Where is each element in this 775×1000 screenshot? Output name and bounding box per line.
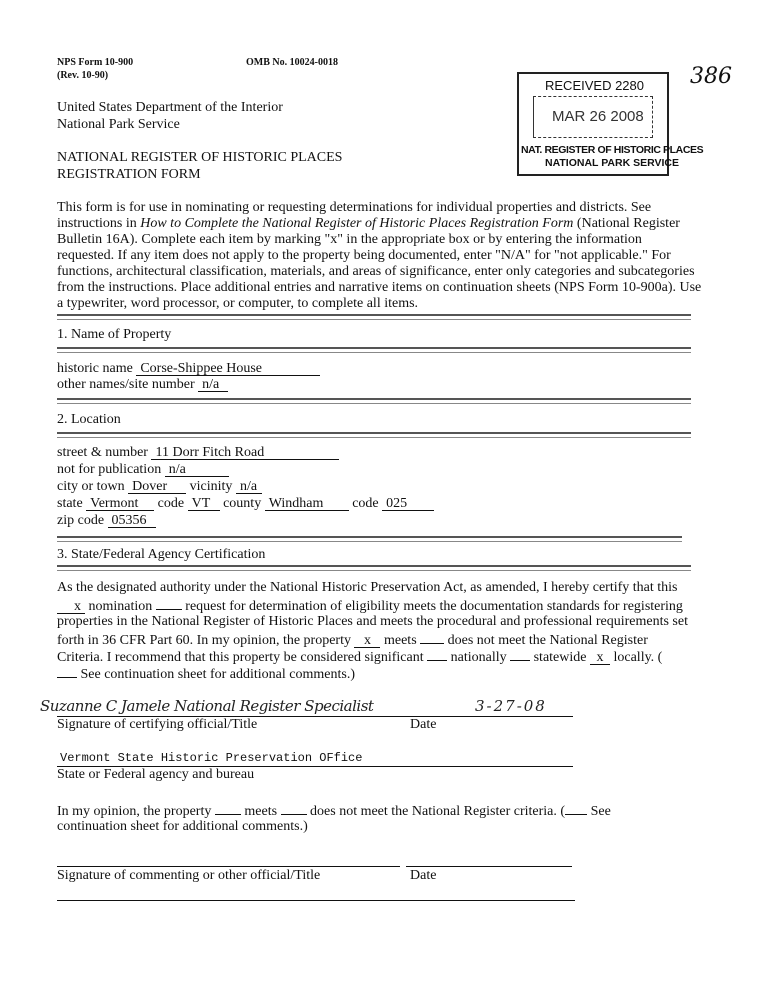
comment-date-label: Date <box>410 868 437 883</box>
street-value[interactable]: 11 Dorr Fitch Road <box>151 446 339 460</box>
nomination-checkbox[interactable]: x <box>57 600 85 614</box>
request-checkbox[interactable] <box>156 597 182 610</box>
form-subtitle: REGISTRATION FORM <box>57 167 201 182</box>
other-names-value[interactable]: n/a <box>198 378 228 392</box>
comment-date-line <box>406 866 572 867</box>
opinion-line2: continuation sheet for additional comments.) <box>57 819 308 834</box>
state-code-value[interactable]: VT <box>188 497 220 511</box>
divider <box>57 314 691 320</box>
handwritten-signature: Suzanne C Jamele National Register Specialist <box>40 697 374 715</box>
nfp-row: not for publication n/a <box>57 462 229 478</box>
cert-line6: See continuation sheet for additional comments.) <box>57 665 355 683</box>
state-value[interactable]: Vermont <box>86 497 154 511</box>
instructions-paragraph: This form is for use in nominating or requesting determinations for individual properties and districts. See instructions in How to Complete the National Register of Historic Places Registration Form (National Register Bulletin 16A). Complete each item by marking "x" in the appropriate box or by entering the information requested. If any item does not apply to the property being documented, enter "N/A" for "not applicable." For functions, architectural classification, materials, and areas of significance, enter only categories and subcategories from the instructions. Place additional entries and narrative items on continuation sheets (NPS Form 10-900a). Use a typewriter, word processor, or computer, to complete all items. <box>57 200 702 311</box>
cert-line4: forth in 36 CFR Part 60. In my opinion, the property x meets does not meet the National Register <box>57 633 648 648</box>
divider <box>57 432 691 438</box>
meets-checkbox[interactable]: x <box>354 634 380 648</box>
street-row: street & number 11 Dorr Fitch Road <box>57 445 339 461</box>
comment-signature-line <box>57 866 400 867</box>
divider <box>57 565 691 571</box>
agency-value[interactable]: Vermont State Historic Preservation OFfice <box>60 751 363 765</box>
divider <box>57 398 691 404</box>
cert-line5: Criteria. I recommend that this property be considered significant nationally statewide x locally. ( <box>57 650 663 665</box>
section1-title: 1. Name of Property <box>57 327 172 342</box>
department: United States Department of the Interior <box>57 100 283 115</box>
comment-signature-label: Signature of commenting or other official/Title <box>57 868 321 883</box>
cert-line1: As the designated authority under the National Historic Preservation Act, as amended, I hereby certify that this <box>57 580 678 595</box>
agency-label: State or Federal agency and bureau <box>57 767 255 782</box>
signature-date: 3-27-08 <box>475 697 547 715</box>
county-code-value[interactable]: 025 <box>382 497 434 511</box>
opinion-line1: In my opinion, the property meets does not meet the National Register criteria. ( See <box>57 804 611 819</box>
cert-line2: x nomination request for determination of eligibility meets the documentation standards for registering <box>57 597 683 615</box>
handwritten-number: 386 <box>690 64 732 89</box>
county-value[interactable]: Windham <box>265 497 349 511</box>
form-number: NPS Form 10-900 <box>57 57 134 68</box>
zip-row: zip code 05356 <box>57 513 156 529</box>
state-row: state Vermont code VT county Windham code 025 <box>57 496 434 512</box>
vicinity-value[interactable]: n/a <box>236 480 262 494</box>
form-revision: (Rev. 10-90) <box>57 70 109 81</box>
statewide-checkbox[interactable] <box>510 648 530 661</box>
received-stamp <box>517 72 704 176</box>
other-names-row: other names/site number n/a <box>57 377 228 393</box>
agency-name: National Park Service <box>57 117 180 132</box>
date-label: Date <box>410 717 437 732</box>
signature-label: Signature of certifying official/Title <box>57 717 258 732</box>
nationally-checkbox[interactable] <box>427 648 447 661</box>
stamp-date: MAR 26 2008 <box>552 108 644 125</box>
nfp-value[interactable]: n/a <box>165 463 229 477</box>
opinion-continuation-checkbox[interactable] <box>565 802 587 815</box>
bottom-line <box>57 900 575 901</box>
continuation-checkbox[interactable] <box>57 665 77 678</box>
city-row: city or town Dover vicinity n/a <box>57 479 262 495</box>
does-not-meet-checkbox[interactable] <box>420 631 444 644</box>
divider <box>57 536 682 542</box>
stamp-received: RECEIVED 2280 <box>545 78 644 93</box>
omb-number: OMB No. 10024-0018 <box>246 57 338 68</box>
zip-value[interactable]: 05356 <box>108 514 156 528</box>
historic-name-row: historic name Corse-Shippee House <box>57 361 320 377</box>
city-value[interactable]: Dover <box>128 480 186 494</box>
section3-title: 3. State/Federal Agency Certification <box>57 547 266 562</box>
section2-title: 2. Location <box>57 412 121 427</box>
historic-name-value[interactable]: Corse-Shippee House <box>136 362 320 376</box>
opinion-not-meet-checkbox[interactable] <box>281 802 307 815</box>
divider <box>57 347 691 353</box>
form-title: NATIONAL REGISTER OF HISTORIC PLACES <box>57 150 343 165</box>
cert-line3: properties in the National Register of Historic Places and meets the procedural and professional requirements set <box>57 614 688 629</box>
locally-checkbox[interactable]: x <box>590 651 610 665</box>
stamp-line2: NATIONAL PARK SERVICE <box>545 157 679 169</box>
stamp-line1: NAT. REGISTER OF HISTORIC PLACES <box>521 144 704 156</box>
opinion-meets-checkbox[interactable] <box>215 802 241 815</box>
